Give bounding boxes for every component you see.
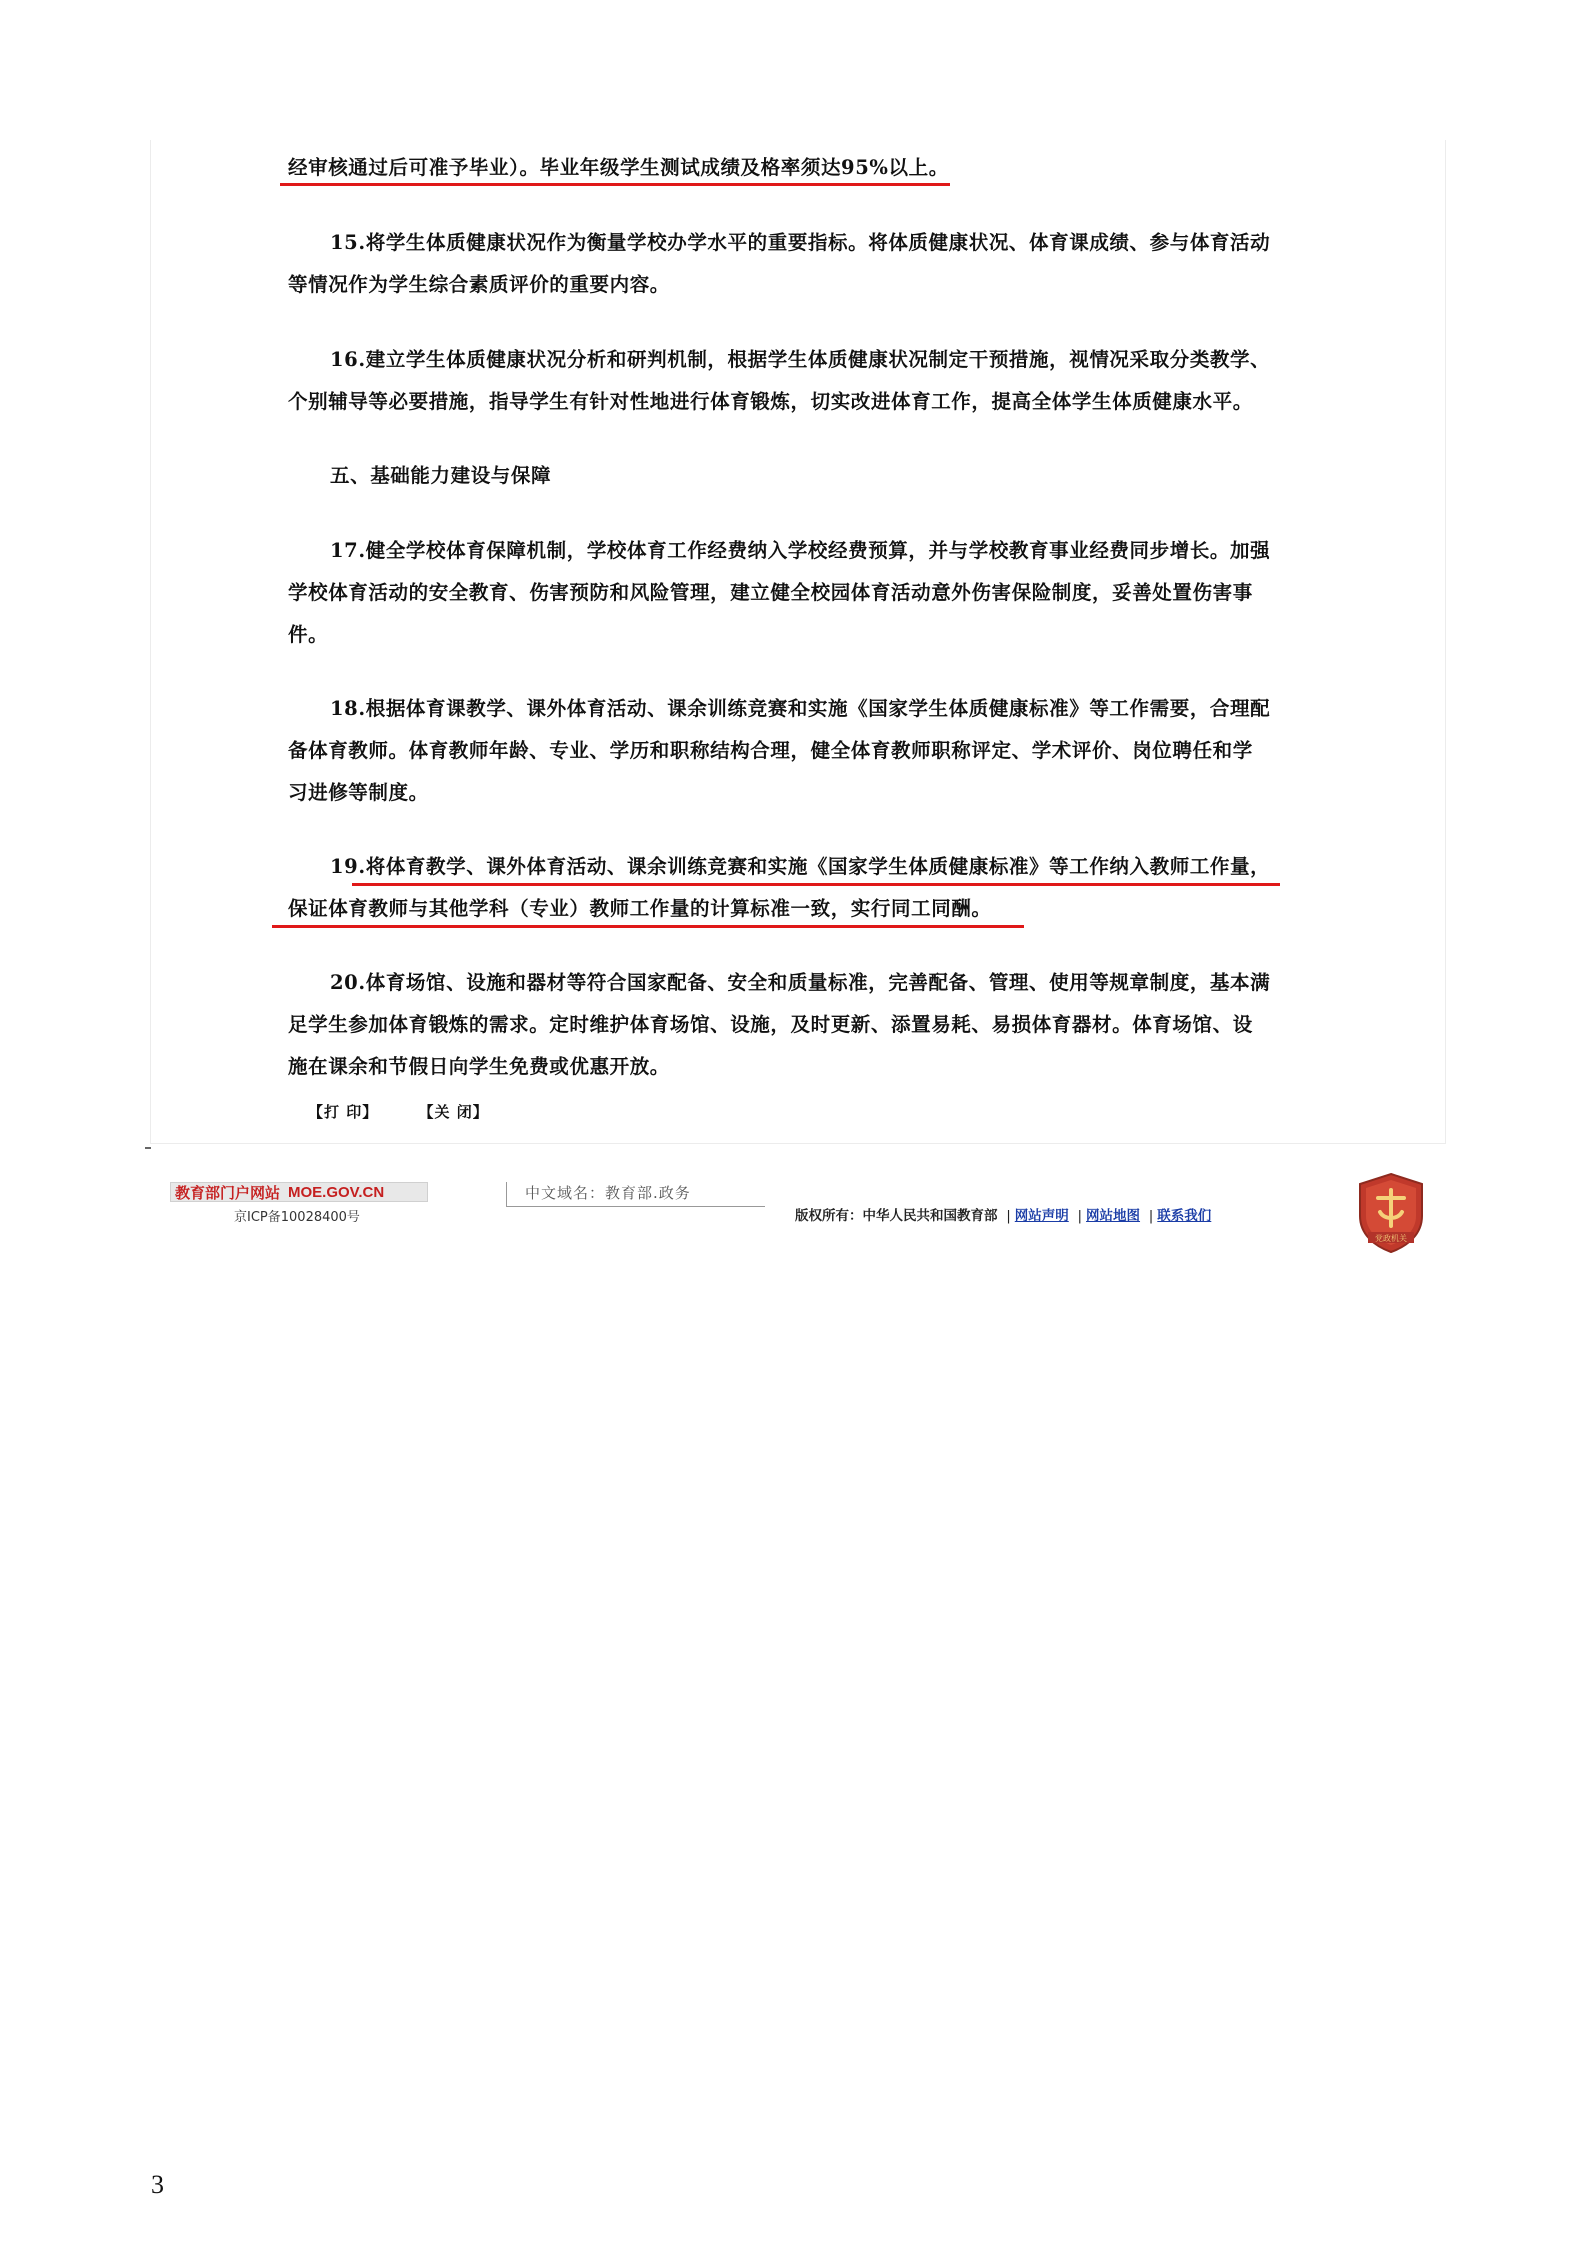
chinese-domain[interactable] [506,1182,765,1207]
text-line: 15.将学生体质健康状况作为衡量学校办学水平的重要指标。将体质健康状况、体育课成绩、参与体育活动 [330,231,1271,254]
text-line: 17.健全学校体育保障机制，学校体育工作经费纳入学校经费预算，并与学校教育事业经费同步增长。加强 [330,539,1271,562]
text-line: 保证体育教师与其他学科（专业）教师工作量的计算标准一致，实行同工同酬。 [288,897,992,920]
logo-en-text: MOE.GOV.CN [288,1183,385,1201]
paragraph-item-16 [288,339,1300,423]
party-government-emblem-icon[interactable] [1356,1172,1426,1254]
divider-mark [145,1147,151,1149]
site-map-link[interactable]: 网站地图 [1086,1208,1141,1224]
copyright-line [795,1204,1211,1224]
text-line: 19.将体育教学、课外体育活动、课余训练竞赛和实施《国家学生体质健康标准》等工作纳入教师工作量， [330,855,1271,878]
text-line: 五、基础能力建设与保障 [330,464,552,487]
text-line: 件。 [288,623,329,646]
text-line: 施在课余和节假日向学生免费或优惠开放。 [288,1055,670,1078]
separator: | [1077,1208,1083,1224]
red-underline-mark [280,183,950,186]
text-line: 16.建立学生体质健康状况分析和研判机制，根据学生体质健康状况制定干预措施，视情况采取分类教学、 [330,348,1271,371]
emblem-text: 党政机关 [1375,1234,1407,1243]
text-line: 个别辅导等必要措施，指导学生有针对性地进行体育锻炼，切实改进体育工作，提高全体学生体质健康水平。 [288,390,1253,413]
text-line: 足学生参加体育锻炼的需求。定时维护体育场馆、设施，及时更新、添置易耗、易损体育器材。体育场馆、设 [288,1013,1253,1036]
paragraph-item-18 [288,688,1300,814]
paragraph-item-15 [288,222,1300,306]
text-line: 18.根据体育课教学、课外体育活动、课余训练竞赛和实施《国家学生体质健康标准》等工作需要，合理配 [330,697,1271,720]
page-number: 3 [151,2170,164,2199]
article-actions [308,1101,523,1122]
text-line: 习进修等制度。 [288,781,429,804]
separator: | [1006,1208,1011,1224]
paragraph-item-17 [288,530,1300,656]
text-line: 学校体育活动的安全教育、伤害预防和风险管理，建立健全校园体育活动意外伤害保险制度，妥善处置伤害事 [288,581,1253,604]
separator: | [1148,1208,1154,1224]
domain-text: 中文域名：教育部.政务 [525,1184,691,1202]
print-button[interactable]: 【打 印】 [308,1103,379,1121]
text-line: 经审核通过后可准予毕业）。毕业年级学生测试成绩及格率须达95%以上。 [288,156,949,179]
paragraph-item-20 [288,962,1300,1088]
close-button[interactable]: 【关 闭】 [418,1103,489,1121]
text-line: 备体育教师。体育教师年龄、专业、学历和职称结构合理，健全体育教师职称评定、学术评价、岗位聘任和学 [288,739,1253,762]
site-footer [0,1170,1586,1280]
red-underline-mark [352,883,1280,886]
red-underline-mark [272,925,1024,928]
site-logo[interactable] [170,1182,428,1225]
text-line: 等情况作为学生综合素质评价的重要内容。 [288,273,670,296]
icp-license[interactable]: 京ICP备10028400号 [234,1210,360,1225]
site-statement-link[interactable]: 网站声明 [1014,1208,1069,1224]
section-heading [288,455,1300,497]
copyright-text: 版权所有：中华人民共和国教育部 [795,1208,998,1224]
contact-link[interactable]: 联系我们 [1157,1208,1212,1224]
paragraph-item-19 [288,846,1300,930]
logo-banner [170,1182,428,1202]
logo-cn-text: 教育部门户网站 [175,1183,281,1202]
text-line: 20.体育场馆、设施和器材等符合国家配备、安全和质量标准，完善配备、管理、使用等规章制度，基本满 [330,971,1271,994]
